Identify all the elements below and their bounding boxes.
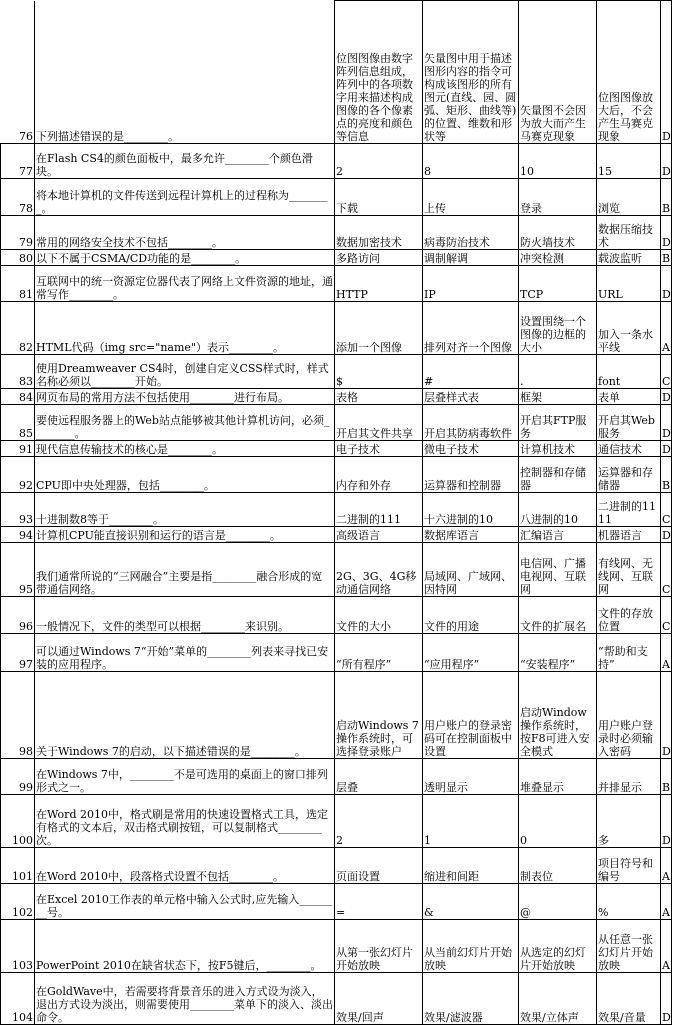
option-a: 内存和外存 [335, 457, 423, 493]
option-a: 2 [335, 795, 423, 848]
option-d: 机器语言 [597, 527, 661, 543]
question-text: 在Flash CS4的颜色面板中，最多允许________个颜色滑块。 [35, 144, 335, 179]
option-b: 上传 [423, 179, 519, 216]
option-a: 从第一张幻灯片开始放映 [335, 920, 423, 973]
question-text: 在Word 2010中，格式刷是常用的快速设置格式工具，选定有格式的文本后，双击格式刷按钮，可以复制格式________次。 [35, 795, 335, 848]
answer: B [661, 457, 672, 493]
table-row [1, 920, 672, 973]
option-d: 载波监听 [597, 250, 661, 266]
option-b: 透明显示 [423, 759, 519, 795]
table-row [1, 795, 672, 848]
option-a: HTTP [335, 266, 423, 302]
table-row [1, 405, 672, 441]
table-row [1, 543, 672, 597]
option-b: 运算器和控制器 [423, 457, 519, 493]
option-d: 15 [597, 144, 661, 179]
option-a: 位图图像由数字阵列信息组成，阵列中的各项数字用来描述构成图像的各个像素点的亮度和颜色等信息 [335, 1, 423, 144]
question-text: 十进制数8等于________。 [35, 493, 335, 527]
question-number: 80 [1, 250, 35, 266]
option-b: 用户账户的登录密码可在控制面板中设置 [423, 672, 519, 759]
option-d: 运算器和存储器 [597, 457, 661, 493]
option-c: 10 [519, 144, 597, 179]
question-number: 83 [1, 355, 35, 389]
answer: D [661, 144, 672, 179]
question-number: 85 [1, 405, 35, 441]
option-d: 并排显示 [597, 759, 661, 795]
table-row [1, 672, 672, 759]
table-row [1, 144, 672, 179]
table-row [1, 389, 672, 405]
table-row [1, 759, 672, 795]
question-number: 102 [1, 884, 35, 920]
question-number: 94 [1, 527, 35, 543]
question-number: 101 [1, 848, 35, 884]
option-a: 页面设置 [335, 848, 423, 884]
table-row [1, 848, 672, 884]
table-row [1, 493, 672, 527]
answer: D [661, 216, 672, 250]
option-b: 病毒防治技术 [423, 216, 519, 250]
option-c: 电信网、广播电视网、互联网 [519, 543, 597, 597]
question-text: 在Word 2010中，段落格式设置不包括________。 [35, 848, 335, 884]
table-row [1, 597, 672, 634]
option-b: 十六进制的10 [423, 493, 519, 527]
question-text: CPU即中央处理器，包括________。 [35, 457, 335, 493]
question-number: 91 [1, 441, 35, 457]
option-c: TCP [519, 266, 597, 302]
question-number: 97 [1, 634, 35, 672]
table-row [1, 250, 672, 266]
question-text: PowerPoint 2010在缺省状态下，按F5键后，________。 [35, 920, 335, 973]
option-c: 登录 [519, 179, 597, 216]
option-b: 文件的用途 [423, 597, 519, 634]
option-d: % [597, 884, 661, 920]
option-c: 0 [519, 795, 597, 848]
option-d: font [597, 355, 661, 389]
option-b: 缩进和间距 [423, 848, 519, 884]
option-b: “应用程序” [423, 634, 519, 672]
option-d: 项目符号和编号 [597, 848, 661, 884]
option-b: 矢量图中用于描述图形内容的指令可构成该图形的所有图元(直线、园、圆弧、矩形、曲线等)的位置、维数和形状等 [423, 1, 519, 144]
table-row [1, 884, 672, 920]
question-text: 一般情况下，文件的类型可以根据________来识别。 [35, 597, 335, 634]
option-b: 微电子技术 [423, 441, 519, 457]
question-text: 可以通过Windows 7“开始”菜单的________列表来寻找已安装的应用程序。 [35, 634, 335, 672]
answer: A [661, 848, 672, 884]
option-b: 数据库语言 [423, 527, 519, 543]
option-c: 框架 [519, 389, 597, 405]
answer: D [661, 266, 672, 302]
table-row [1, 355, 672, 389]
option-a: = [335, 884, 423, 920]
option-b: & [423, 884, 519, 920]
question-number: 79 [1, 216, 35, 250]
option-a: 二进制的111 [335, 493, 423, 527]
option-b: 排列对齐一个图像 [423, 302, 519, 355]
option-c: 计算机技术 [519, 441, 597, 457]
option-b: 8 [423, 144, 519, 179]
option-b: 效果/滤波器 [423, 973, 519, 1025]
option-d: 加入一条水平线 [597, 302, 661, 355]
answer: D [661, 672, 672, 759]
option-b: 开启其防病毒软件 [423, 405, 519, 441]
answer: C [661, 493, 672, 527]
answer: D [661, 1, 672, 144]
answer: D [661, 441, 672, 457]
table-row [1, 441, 672, 457]
question-number: 95 [1, 543, 35, 597]
question-text: 以下不属于CSMA/CD功能的是________。 [35, 250, 335, 266]
question-text: HTML代码（img src="name"）表示________。 [35, 302, 335, 355]
option-a: 文件的大小 [335, 597, 423, 634]
answer: D [661, 389, 672, 405]
table-row [1, 634, 672, 672]
option-d: 浏览 [597, 179, 661, 216]
answer: A [661, 920, 672, 973]
question-text: 我们通常所说的“三网融合”主要是指________融合形成的宽带通信网络。 [35, 543, 335, 597]
option-c: . [519, 355, 597, 389]
table-row [1, 457, 672, 493]
option-c: 设置围绕一个图像的边框的大小 [519, 302, 597, 355]
option-c: 开启其FTP服务 [519, 405, 597, 441]
option-c: 八进制的10 [519, 493, 597, 527]
answer: D [661, 527, 672, 543]
option-a: 启动Windows 7操作系统时，可选择登录账户 [335, 672, 423, 759]
option-a: 多路访问 [335, 250, 423, 266]
option-c: 从选定的幻灯片开始放映 [519, 920, 597, 973]
option-d: 位图图像放大后，不会产生马赛克现象 [597, 1, 661, 144]
table-row [1, 527, 672, 543]
question-text: 计算机CPU能直接识别和运行的语言是________。 [35, 527, 335, 543]
answer: A [661, 884, 672, 920]
table-row [1, 216, 672, 250]
answer: B [661, 250, 672, 266]
option-a: 2G、3G、4G移动通信网络 [335, 543, 423, 597]
option-d: 数据压缩技术 [597, 216, 661, 250]
option-a: 电子技术 [335, 441, 423, 457]
question-text: 在Excel 2010工作表的单元格中输入公式时,应先输入________号。 [35, 884, 335, 920]
question-number: 98 [1, 672, 35, 759]
option-a: 表格 [335, 389, 423, 405]
option-b: 局域网、广域网、因特网 [423, 543, 519, 597]
option-a: 添加一个图像 [335, 302, 423, 355]
option-b: 从当前幻灯片开始放映 [423, 920, 519, 973]
question-text: 在Windows 7中，________不是可选用的桌面上的窗口排列形式之一。 [35, 759, 335, 795]
quiz-body [1, 1, 672, 1025]
option-b: # [423, 355, 519, 389]
question-number: 84 [1, 389, 35, 405]
option-c: 控制器和存储器 [519, 457, 597, 493]
question-number: 77 [1, 144, 35, 179]
option-d: 表单 [597, 389, 661, 405]
question-text: 在GoldWave中，若需要将背景音乐的进入方式设为淡入，退出方式设为淡出，则需要使用________菜单下的淡入、淡出命令。 [35, 973, 335, 1025]
option-c: @ [519, 884, 597, 920]
option-a: 数据加密技术 [335, 216, 423, 250]
option-a: 层叠 [335, 759, 423, 795]
option-c: 启动Window操作系统时，按F8可进入安全模式 [519, 672, 597, 759]
option-b: IP [423, 266, 519, 302]
question-text: 现代信息传输技术的核心是________。 [35, 441, 335, 457]
question-number: 92 [1, 457, 35, 493]
table-row [1, 266, 672, 302]
option-d: 有线网、无线网、互联网 [597, 543, 661, 597]
question-text: 互联网中的统一资源定位器代表了网络上文件资源的地址，通常写作________。 [35, 266, 335, 302]
option-a: 效果/回声 [335, 973, 423, 1025]
option-d: URL [597, 266, 661, 302]
question-number: 96 [1, 597, 35, 634]
option-d: 通信技术 [597, 441, 661, 457]
table-row [1, 179, 672, 216]
option-a: 高级语言 [335, 527, 423, 543]
option-d: “帮助和支持” [597, 634, 661, 672]
answer: C [661, 597, 672, 634]
option-d: 文件的存放位置 [597, 597, 661, 634]
answer: B [661, 759, 672, 795]
answer: A [661, 302, 672, 355]
question-text: 要使远程服务器上的Web站点能够被其他计算机访问，必须________。 [35, 405, 335, 441]
option-c: 汇编语言 [519, 527, 597, 543]
option-b: 层叠样式表 [423, 389, 519, 405]
table-row [1, 1, 672, 144]
option-a: 2 [335, 144, 423, 179]
option-c: 制表位 [519, 848, 597, 884]
question-text: 关于Windows 7的启动，以下描述错误的是________。 [35, 672, 335, 759]
option-c: “安装程序” [519, 634, 597, 672]
answer: C [661, 543, 672, 597]
option-d: 开启其Web服务 [597, 405, 661, 441]
option-b: 调制解调 [423, 250, 519, 266]
option-a: $ [335, 355, 423, 389]
answer: D [661, 405, 672, 441]
answer: B [661, 179, 672, 216]
option-c: 堆叠显示 [519, 759, 597, 795]
question-text: 将本地计算机的文件传送到远程计算机上的过程称为________。 [35, 179, 335, 216]
answer: C [661, 355, 672, 389]
option-c: 效果/立体声 [519, 973, 597, 1025]
question-number: 78 [1, 179, 35, 216]
option-d: 二进制的1111 [597, 493, 661, 527]
answer: A [661, 634, 672, 672]
option-d: 效果/音量 [597, 973, 661, 1025]
question-number: 103 [1, 920, 35, 973]
option-d: 多 [597, 795, 661, 848]
option-c: 文件的扩展名 [519, 597, 597, 634]
question-number: 104 [1, 973, 35, 1025]
option-c: 矢量图不会因为放大而产生马赛克现象 [519, 1, 597, 144]
option-b: 1 [423, 795, 519, 848]
option-a: 开启其文件共享 [335, 405, 423, 441]
question-number: 93 [1, 493, 35, 527]
question-number: 82 [1, 302, 35, 355]
question-number: 100 [1, 795, 35, 848]
option-d: 用户账户登录时必须输入密码 [597, 672, 661, 759]
question-number: 76 [1, 1, 35, 144]
option-a: 下载 [335, 179, 423, 216]
option-d: 从任意一张幻灯片开始放映 [597, 920, 661, 973]
table-row [1, 973, 672, 1025]
option-c: 冲突检测 [519, 250, 597, 266]
option-a: “所有程序” [335, 634, 423, 672]
table-row [1, 302, 672, 355]
question-text: 网页布局的常用方法不包括使用________进行布局。 [35, 389, 335, 405]
option-c: 防火墙技术 [519, 216, 597, 250]
answer: D [661, 973, 672, 1025]
question-number: 99 [1, 759, 35, 795]
question-text: 使用Dreamweaver CS4时，创建自定义CSS样式时，样式名称必须以________开始。 [35, 355, 335, 389]
question-number: 81 [1, 266, 35, 302]
question-text: 常用的网络安全技术不包括________。 [35, 216, 335, 250]
answer: D [661, 795, 672, 848]
question-text: 下列描述错误的是________。 [35, 1, 335, 144]
